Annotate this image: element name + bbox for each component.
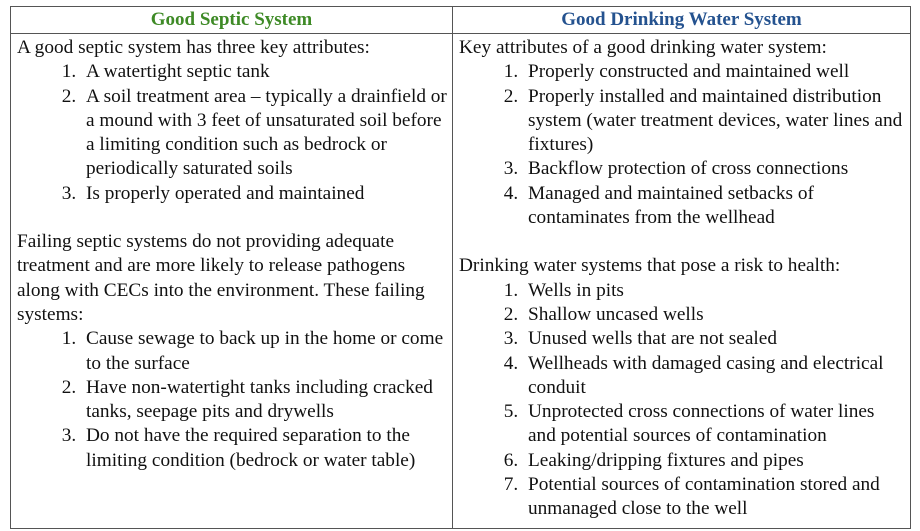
list-item: 4. Managed and maintained setbacks of contaminates from the wellhead bbox=[523, 182, 906, 231]
list-item: 3. Is properly operated and maintained bbox=[81, 182, 448, 206]
septic-attributes-list bbox=[17, 60, 448, 206]
water-attributes-list bbox=[459, 60, 906, 230]
list-item: 2. A soil treatment area – typically a drainfield or a mound with 3 feet of unsaturated soil before a limiting condition such as bedrock or periodically saturated soils bbox=[81, 85, 448, 182]
list-item: 7. Potential sources of contamination stored and unmanaged close to the well bbox=[523, 473, 906, 522]
list-item: 3. Backflow protection of cross connections bbox=[523, 157, 906, 181]
septic-column bbox=[11, 34, 453, 529]
water-risk-list bbox=[459, 279, 906, 522]
spacer bbox=[459, 230, 906, 254]
list-item: 4. Wellheads with damaged casing and electrical conduit bbox=[523, 352, 906, 401]
water-attributes-intro: Key attributes of a good drinking water system: bbox=[459, 37, 827, 58]
list-item: 6. Leaking/dripping fixtures and pipes bbox=[523, 449, 906, 473]
header-good-drinking-water-system: Good Drinking Water System bbox=[453, 7, 911, 34]
content-row bbox=[11, 34, 911, 529]
comparison-table bbox=[10, 6, 911, 529]
list-item: 1. Properly constructed and maintained well bbox=[523, 60, 906, 84]
septic-attributes-intro: A good septic system has three key attributes: bbox=[17, 37, 370, 58]
list-item: 2. Properly installed and maintained distribution system (water treatment devices, water lines and fixtures) bbox=[523, 85, 906, 158]
spacer bbox=[17, 206, 448, 230]
water-risk-intro: Drinking water systems that pose a risk to health: bbox=[459, 255, 841, 277]
list-item: 3. Unused wells that are not sealed bbox=[523, 327, 906, 351]
list-item: 2. Shallow uncased wells bbox=[523, 303, 906, 327]
list-item: 5. Unprotected cross connections of water lines and potential sources of contamination bbox=[523, 400, 906, 449]
septic-failing-intro: Failing septic systems do not providing adequate treatment and are more likely to release pathogens along with CECs into the environment. These failing systems: bbox=[17, 231, 425, 325]
water-column bbox=[453, 34, 911, 529]
list-item: 3. Do not have the required separation to the limiting condition (bedrock or water table) bbox=[81, 424, 448, 473]
list-item: 2. Have non-watertight tanks including cracked tanks, seepage pits and drywells bbox=[81, 376, 448, 425]
septic-failing-list bbox=[17, 327, 448, 473]
list-item: 1. Wells in pits bbox=[523, 279, 906, 303]
header-good-septic-system: Good Septic System bbox=[11, 7, 453, 34]
header-row bbox=[11, 7, 911, 34]
list-item: 1. Cause sewage to back up in the home or come to the surface bbox=[81, 327, 448, 376]
list-item: 1. A watertight septic tank bbox=[81, 60, 448, 84]
